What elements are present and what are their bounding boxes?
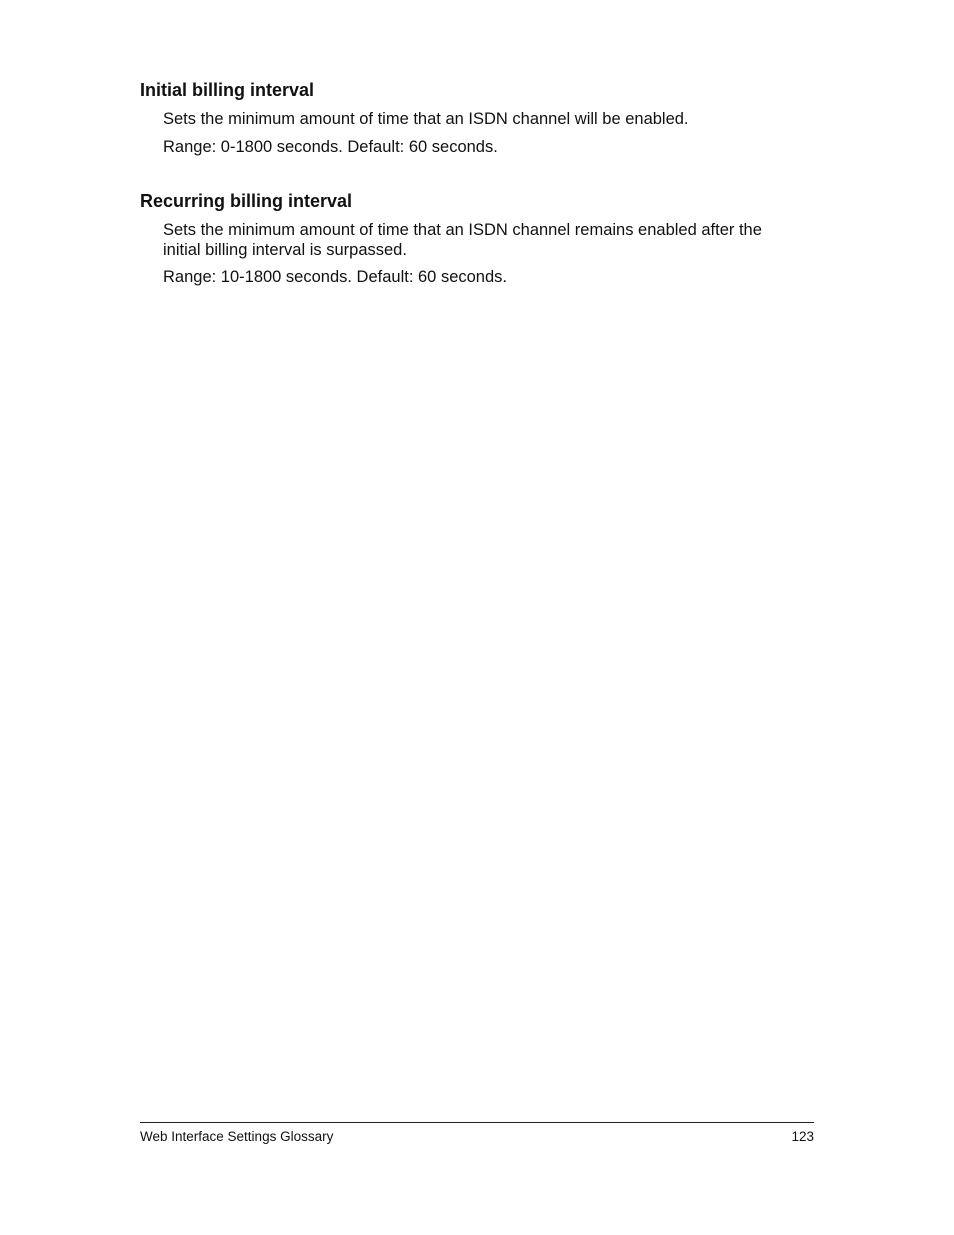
section-range: Range: 10-1800 seconds. Default: 60 seconds. <box>163 268 507 286</box>
footer-title: Web Interface Settings Glossary <box>140 1129 334 1144</box>
section-heading: Recurring billing interval <box>140 191 353 211</box>
page-number: 123 <box>791 1129 814 1144</box>
section-heading: Initial billing interval <box>140 80 315 100</box>
footer-divider <box>140 1122 814 1123</box>
page-footer <box>140 1128 814 1145</box>
section-description: Sets the minimum amount of time that an ISDN channel remains enabled after the initial billing interval is surpassed. <box>163 221 762 259</box>
section-recurring-billing-interval <box>140 190 814 288</box>
section-description: Sets the minimum amount of time that an ISDN channel will be enabled. <box>163 110 689 128</box>
section-range: Range: 0-1800 seconds. Default: 60 seconds. <box>163 137 498 156</box>
section-initial-billing-interval <box>140 79 814 157</box>
